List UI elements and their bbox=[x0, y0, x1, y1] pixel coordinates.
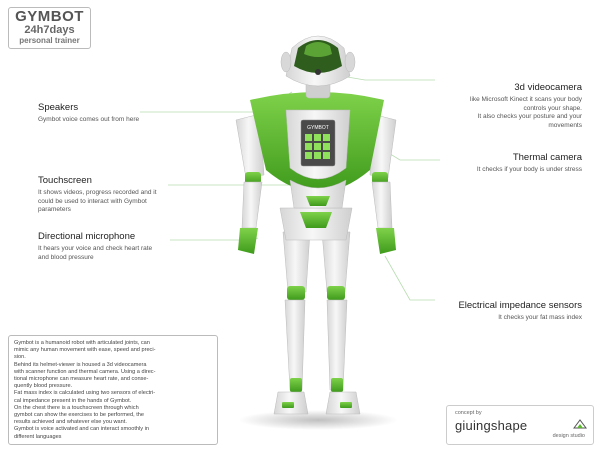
credit-studio: design studio bbox=[552, 433, 585, 439]
logo-subtitle: 24h7days bbox=[24, 24, 75, 36]
right-knee bbox=[327, 286, 345, 300]
credit-brand: giuingshape bbox=[455, 418, 528, 433]
callout-text: Gymbot voice comes out from here bbox=[38, 116, 140, 123]
left-shin bbox=[285, 300, 305, 390]
left-hand bbox=[238, 228, 258, 254]
leader-impedance bbox=[385, 256, 435, 300]
right-shin bbox=[327, 300, 347, 390]
left-thigh bbox=[283, 232, 310, 292]
callout-thermal bbox=[400, 152, 582, 175]
touchscreen-keys bbox=[305, 134, 330, 159]
callout-videocamera bbox=[400, 82, 582, 130]
logo-box bbox=[8, 7, 91, 49]
callout-text: It checks your fat mass index bbox=[498, 314, 582, 321]
right-ankle bbox=[331, 378, 343, 392]
credit-box bbox=[446, 405, 594, 445]
callout-heading: Touchscreen bbox=[38, 175, 92, 186]
abdomen-accent bbox=[306, 196, 330, 206]
callout-text: It checks if your body is under stress bbox=[476, 166, 582, 173]
callout-text: like Microsoft Kinect it scans your body controls your shape. It also checks your posture and your movements bbox=[470, 96, 582, 129]
left-speaker bbox=[281, 52, 291, 72]
left-forearm bbox=[242, 182, 262, 228]
description-line: quently blood pressure. bbox=[14, 383, 73, 390]
description-line: Fat mass index is calculated using two sensors of electri- bbox=[14, 390, 156, 397]
left-foot-accent bbox=[282, 402, 294, 408]
callout-heading: Thermal camera bbox=[512, 152, 582, 163]
description-line: Gymbot is a humanoid robot with articulated joints, can bbox=[14, 340, 150, 346]
logo-tagline: personal trainer bbox=[19, 36, 80, 45]
description-line: mimic any human movement with ease, speed and preci- bbox=[14, 347, 156, 354]
chest-label: GYMBOT bbox=[307, 125, 329, 131]
description-line: sion. bbox=[14, 354, 26, 361]
left-knee bbox=[287, 286, 305, 300]
callout-heading: Speakers bbox=[38, 102, 79, 113]
callout-impedance bbox=[400, 300, 582, 323]
callout-text: It shows videos, progress recorded and it could be used to interact with Gymbot parameters bbox=[38, 189, 157, 213]
description-line: cal impedance present in the hands of Gymbot. bbox=[14, 397, 132, 404]
description-line: Behind its helmet-viewer is housed a 3d videocamera bbox=[14, 361, 147, 368]
right-hand bbox=[376, 228, 396, 254]
right-forearm bbox=[372, 182, 392, 228]
credit-concept: concept by bbox=[455, 410, 482, 416]
description-line: gymbot can show the exercises to be performed, the bbox=[14, 412, 144, 419]
description-line: results achieved and whatever else you want. bbox=[14, 419, 127, 426]
callout-heading: 3d videocamera bbox=[514, 82, 582, 93]
robot-legs bbox=[274, 232, 360, 414]
brand-mark-icon bbox=[573, 418, 587, 430]
callout-touchscreen bbox=[38, 175, 218, 215]
description-line: different languages bbox=[14, 433, 62, 440]
callout-speakers bbox=[38, 102, 238, 125]
callout-text: It hears your voice and check heart rate and blood pressure bbox=[38, 245, 153, 261]
right-foot-accent bbox=[340, 402, 352, 408]
left-ankle bbox=[290, 378, 302, 392]
callout-heading: Directional microphone bbox=[38, 231, 136, 242]
description-line: with scanner function and thermal camera. Using a direc- bbox=[14, 368, 156, 375]
right-speaker bbox=[345, 52, 355, 72]
description-box bbox=[8, 335, 218, 445]
callout-microphone bbox=[38, 231, 218, 262]
description-line: Gymbot is voice activated and can interact smoothly in bbox=[14, 426, 149, 433]
description-line: On the chest there is a touchscreen through which bbox=[14, 404, 139, 411]
callout-heading: Electrical impedance sensors bbox=[458, 300, 582, 311]
logo-title: GYMBOT bbox=[15, 8, 84, 25]
description-line: tional microphone can measure heart rate, and conse- bbox=[14, 376, 149, 383]
floor-shadow bbox=[238, 410, 398, 430]
right-thigh bbox=[322, 232, 350, 292]
videocamera-lens bbox=[315, 69, 321, 75]
